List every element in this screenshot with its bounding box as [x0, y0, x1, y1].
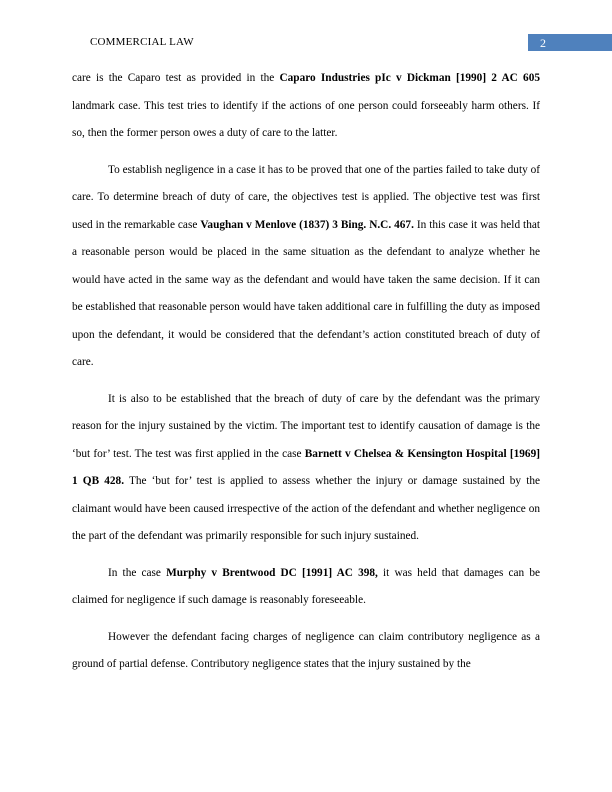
- text-run: it was held that damages can be claimed for negligence if such damage is reasonably foreseeable.: [72, 566, 541, 606]
- text-run: In this case it was held that a reasonable person would be placed in the same situation as the defendant to analyze whether he would have acted in the same way as the defendant and would have taken the same decision. If it can be established that reasonable person would have taken additional care in fulfilling the duty as imposed upon the defendant, it would be considered that the defendant’s action constituted breach of duty of care.: [72, 218, 540, 368]
- text-run: care is the Caparo test as provided in the: [72, 72, 280, 84]
- paragraph-caparo: [72, 65, 540, 148]
- case-citation: Vaughan v Menlove (1837) 3 Bing. N.C. 467.: [200, 218, 414, 231]
- case-citation: Caparo Industries pIc v Dickman [1990] 2 AC 605: [279, 72, 540, 84]
- paragraph-contributory-negligence: [72, 624, 540, 679]
- case-citation: Barnett v Chelsea & Kensington Hospital [1969] 1 QB 428.: [72, 447, 540, 487]
- case-citation: Murphy v Brentwood DC [1991] AC 398,: [166, 566, 378, 579]
- text-run: It is also to be established that the breach of duty of care by the defendant was the primary reason for the injury sustained by the victim. The important test to identify causation of damage is the ‘but for’ test. The test was first applied in the case: [72, 392, 540, 460]
- text-run: However the defendant facing charges of negligence can claim contributory negligence as a ground of partial defense. Contributory negligence states that the injury sustained by the: [72, 630, 540, 670]
- text-run: In the case: [108, 566, 167, 579]
- text-run: To establish negligence in a case it has to be proved that one of the parties failed to take duty of care. To determine breach of duty of care, the objectives test is applied. The objective test was first used in the remarkable case: [72, 163, 540, 231]
- header-title: COMMERCIAL LAW: [90, 36, 194, 48]
- paragraph-causation: [72, 386, 540, 551]
- document-body: [72, 65, 540, 688]
- page-number-bar: [528, 34, 612, 51]
- paragraph-murphy: [72, 560, 540, 615]
- paragraph-breach-of-duty: [72, 157, 540, 377]
- text-run: The ‘but for’ test is applied to assess whether the injury or damage sustained by the claimant would have been caused irrespective of the action of the defendant and whether negligence on the part of the defendant was primarily responsible for such injury sustained.: [72, 475, 540, 542]
- page-number: 2: [540, 36, 546, 50]
- text-run: landmark case. This test tries to identify if the actions of one person could forseeably harm others. If so, then the former person owes a duty of care to the latter.: [72, 99, 540, 139]
